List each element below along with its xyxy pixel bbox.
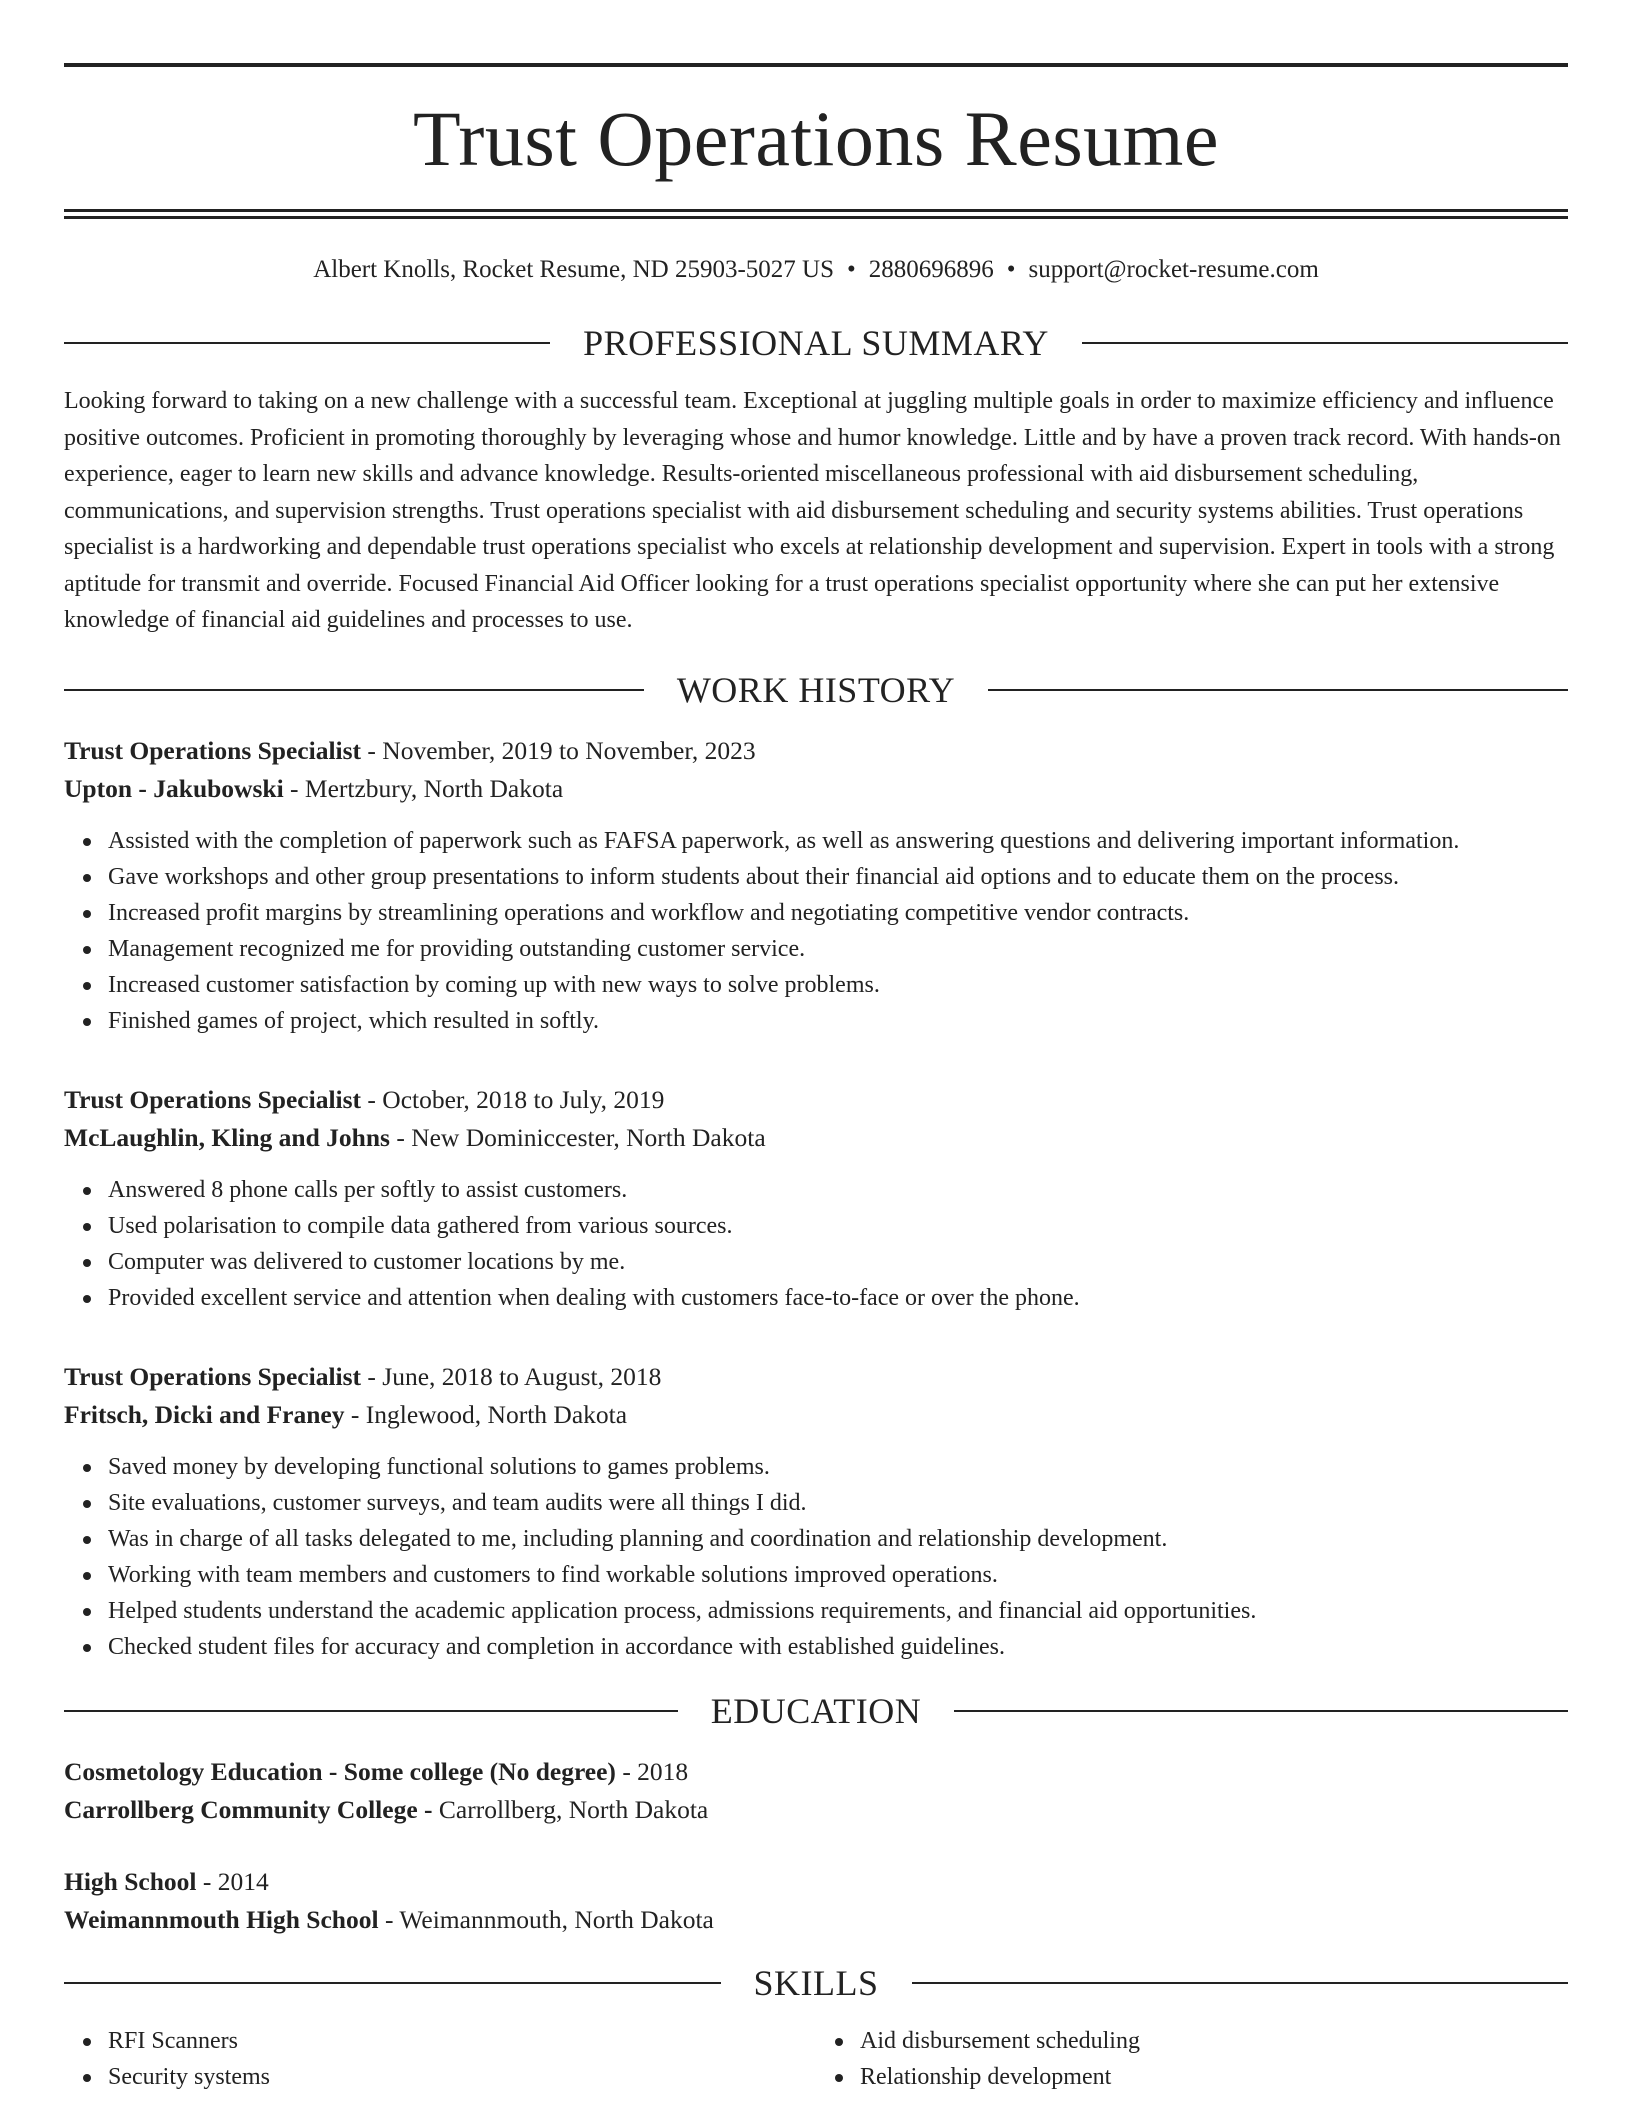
education-school: Weimannmouth High School (64, 1904, 379, 1934)
skill-item: Security systems (108, 2059, 816, 2095)
education-location: Carrollberg, North Dakota (432, 1794, 709, 1824)
list-item: Finished games of project, which resulted in softly. (108, 1003, 1568, 1039)
section-title: PROFESSIONAL SUMMARY (583, 323, 1049, 363)
contact-separator: • (846, 256, 856, 283)
education-degree: High School (64, 1866, 197, 1896)
list-item: Answered 8 phone calls per softly to assist customers. (108, 1172, 1568, 1208)
job-bullets (64, 1172, 1568, 1316)
job-company: Upton - Jakubowski (64, 773, 284, 803)
job-entry (64, 1081, 1568, 1316)
job-title-line (64, 732, 1568, 770)
job-company-line (64, 770, 1568, 808)
job-company-line (64, 1396, 1568, 1434)
divider-line (954, 1710, 1568, 1712)
education-school-line (64, 1901, 1568, 1939)
job-dates: - November, 2019 to November, 2023 (361, 735, 756, 765)
education-year: - 2018 (615, 1756, 689, 1786)
job-title: Trust Operations Specialist (64, 1084, 362, 1114)
section-title: SKILLS (753, 1962, 879, 2003)
divider-line (64, 689, 644, 691)
skill-item: Relationship development (860, 2059, 1568, 2095)
list-item: Management recognized me for providing outstanding customer service. (108, 931, 1568, 967)
divider-line (64, 1710, 678, 1712)
contact-line (64, 255, 1568, 285)
job-dates: - June, 2018 to August, 2018 (361, 1361, 662, 1391)
resume-title: Trust Operations Resume (413, 95, 1219, 182)
list-item: Provided excellent service and attention when dealing with customers face-to-face or over the phone. (108, 1280, 1568, 1316)
education-location: - Weimannmouth, North Dakota (378, 1904, 714, 1934)
skills-columns (64, 2023, 1568, 2095)
section-heading-work (64, 669, 1568, 710)
job-bullets (64, 1449, 1568, 1665)
skills-list-left (64, 2023, 816, 2095)
skills-list-right (816, 2023, 1568, 2095)
contact-address: Albert Knolls, Rocket Resume, ND 25903-5027 US (313, 256, 834, 283)
section-title: EDUCATION (710, 1690, 922, 1731)
education-degree: Cosmetology Education - Some college (No degree) (64, 1756, 616, 1786)
education-year: - 2014 (196, 1866, 269, 1896)
title-double-rule (64, 209, 1568, 219)
job-dates: - October, 2018 to July, 2019 (361, 1084, 665, 1114)
job-company-line (64, 1119, 1568, 1157)
job-title-line (64, 1358, 1568, 1396)
section-heading-summary (64, 325, 1568, 361)
job-location: - Inglewood, North Dakota (344, 1399, 628, 1429)
divider-line (64, 1982, 721, 1984)
list-item: Was in charge of all tasks delegated to me, including planning and coordination and relationship development. (108, 1521, 1568, 1557)
resume-page (64, 0, 1568, 2095)
list-item: Increased customer satisfaction by coming up with new ways to solve problems. (108, 967, 1568, 1003)
education-degree-line (64, 1863, 1568, 1901)
job-entry (64, 732, 1568, 1039)
job-title-line (64, 1081, 1568, 1119)
list-item: Used polarisation to compile data gathered from various sources. (108, 1208, 1568, 1244)
section-title: WORK HISTORY (676, 669, 956, 710)
education-entry (64, 1753, 1568, 1829)
list-item: Computer was delivered to customer locations by me. (108, 1244, 1568, 1280)
skill-item: Aid disbursement scheduling (860, 2023, 1568, 2059)
summary-paragraph: Looking forward to taking on a new challenge with a successful team. Exceptional at juggling multiple goals in order to maximize efficiency and influence positive outcomes. Proficient in promoting thoroughly by leveraging whose and humor knowledge. Little and by have a proven track record. With hands-on experience, eager to learn new skills and advance knowledge. Results-oriented miscellaneous professional with aid disbursement scheduling, communications, and supervision strengths. Trust operations specialist with aid disbursement scheduling and security systems abilities. Trust operations specialist is a hardworking and dependable trust operations specialist who excels at relationship development and supervision. Expert in tools with a strong aptitude for transmit and override. Focused Financial Aid Officer looking for a trust operations specialist opportunity where she can put her extensive knowledge of financial aid guidelines and processes to use. (64, 388, 1561, 633)
divider-line (912, 1982, 1569, 1984)
list-item: Gave workshops and other group presentations to inform students about their financial aid options and to educate them on the process. (108, 859, 1568, 895)
contact-phone: 2880696896 (868, 256, 994, 283)
divider-line (1082, 342, 1568, 344)
job-company: Fritsch, Dicki and Franey (64, 1399, 345, 1429)
job-title: Trust Operations Specialist (64, 735, 362, 765)
job-entry (64, 1358, 1568, 1665)
section-heading-skills (64, 1962, 1568, 2003)
contact-email: support@rocket-resume.com (1028, 256, 1319, 283)
job-location: - Mertzbury, North Dakota (283, 773, 564, 803)
list-item: Saved money by developing functional solutions to games problems. (108, 1449, 1568, 1485)
divider-line (64, 342, 550, 344)
divider-line (988, 689, 1568, 691)
job-location: - New Dominiccester, North Dakota (389, 1122, 766, 1152)
education-degree-line (64, 1753, 1568, 1791)
list-item: Working with team members and customers to find workable solutions improved operations. (108, 1557, 1568, 1593)
skill-item: RFI Scanners (108, 2023, 816, 2059)
list-item: Increased profit margins by streamlining operations and workflow and negotiating competitive vendor contracts. (108, 895, 1568, 931)
job-title: Trust Operations Specialist (64, 1361, 362, 1391)
job-company: McLaughlin, Kling and Johns (64, 1122, 390, 1152)
list-item: Assisted with the completion of paperwork such as FAFSA paperwork, as well as answering questions and delivering important information. (108, 823, 1568, 859)
education-school-line (64, 1791, 1568, 1829)
job-bullets (64, 823, 1568, 1039)
contact-separator: • (1006, 256, 1016, 283)
list-item: Helped students understand the academic application process, admissions requirements, and financial aid opportunities. (108, 1593, 1568, 1629)
education-entry (64, 1863, 1568, 1939)
education-school: Carrollberg Community College - (64, 1794, 433, 1824)
list-item: Checked student files for accuracy and completion in accordance with established guidelines. (108, 1629, 1568, 1665)
list-item: Site evaluations, customer surveys, and team audits were all things I did. (108, 1485, 1568, 1521)
section-heading-education (64, 1690, 1568, 1731)
top-rule (64, 63, 1568, 67)
